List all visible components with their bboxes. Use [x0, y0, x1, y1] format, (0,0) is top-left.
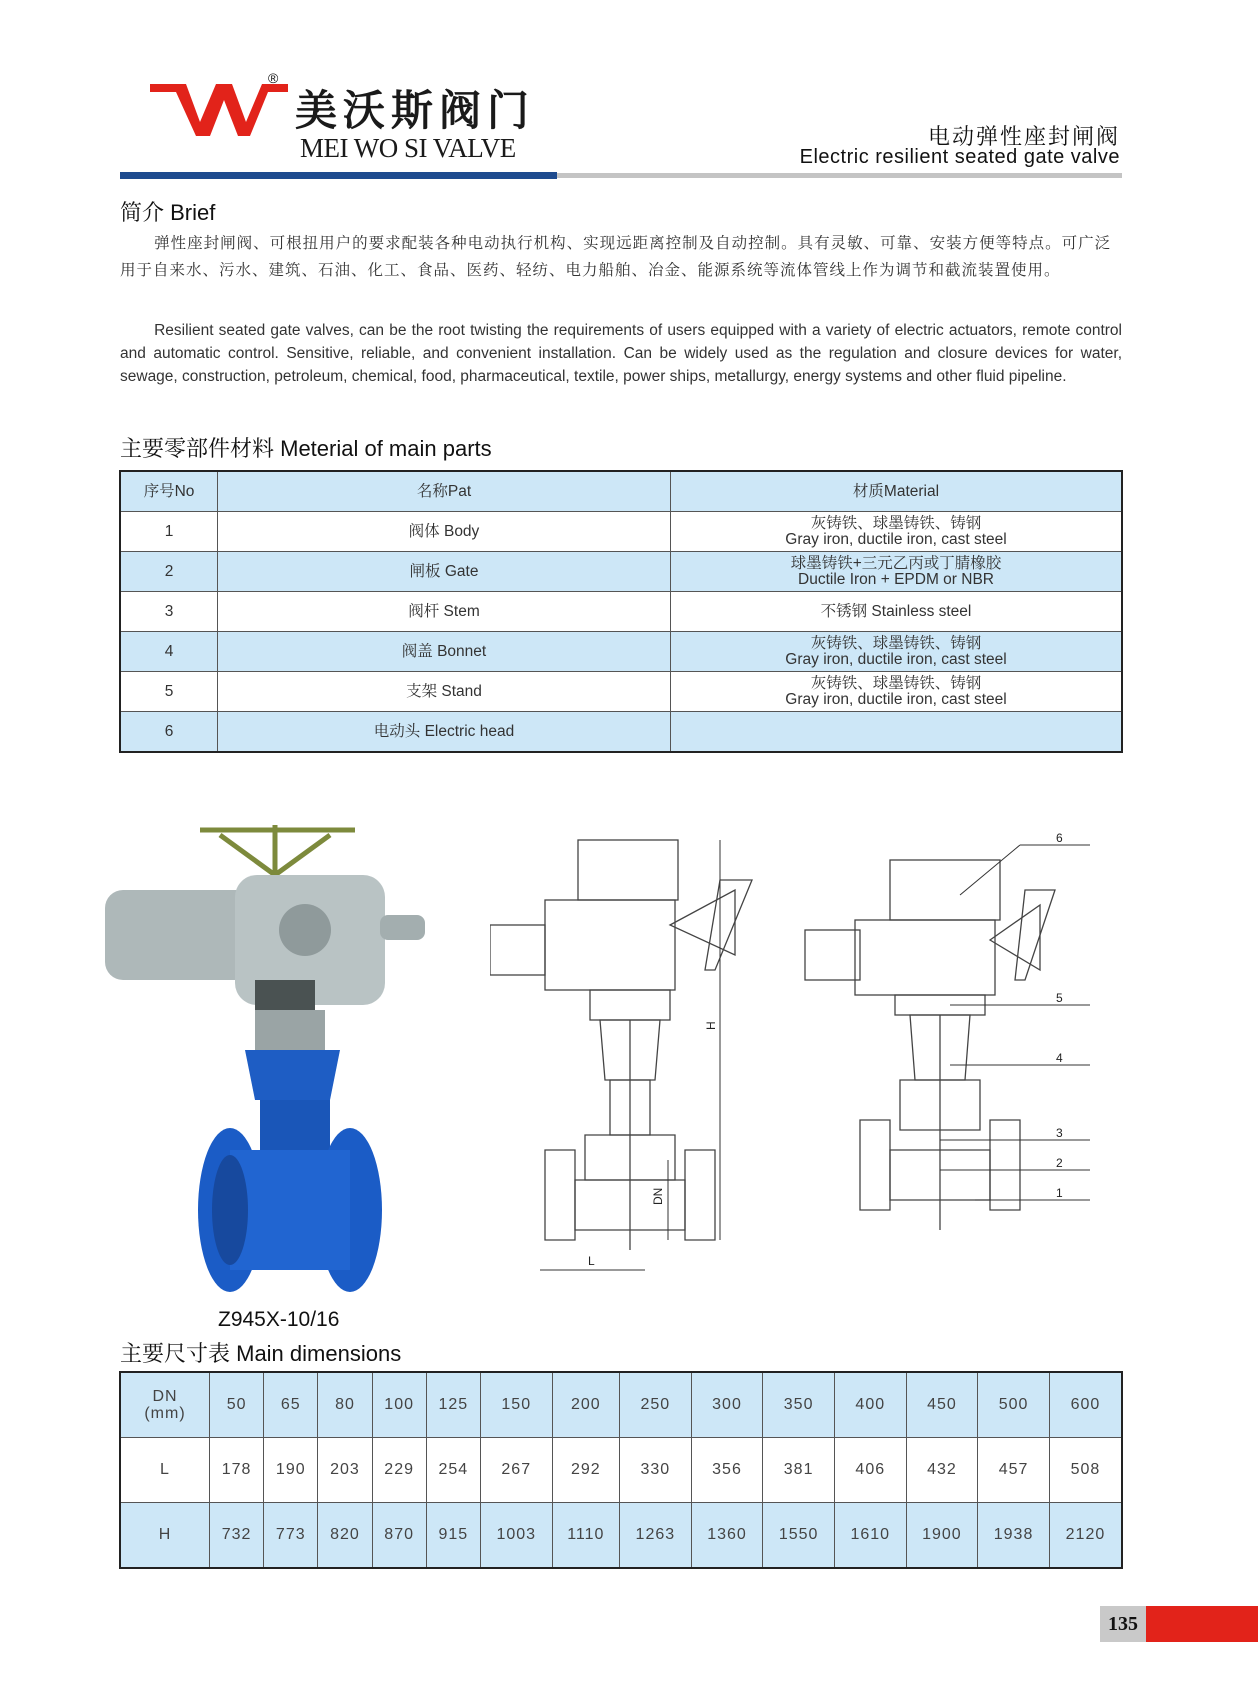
table-row	[120, 672, 1122, 712]
dn-cell: 150	[480, 1372, 552, 1438]
h-cell: 915	[426, 1503, 480, 1569]
part-material: 灰铸铁、球墨铸铁、铸钢 Gray iron, ductile iron, cast steel	[671, 632, 1123, 672]
part-material: 灰铸铁、球墨铸铁、铸钢 Gray iron, ductile iron, cast steel	[671, 672, 1123, 712]
dn-cell: 65	[264, 1372, 318, 1438]
l-cell: 292	[552, 1438, 619, 1503]
l-cell: 406	[834, 1438, 906, 1503]
l-cell: 508	[1049, 1438, 1122, 1503]
dim-label-h: H	[704, 1021, 718, 1030]
callout-2: 2	[1056, 1156, 1063, 1170]
brief-heading: 简介 Brief	[120, 200, 216, 225]
dn-cell: 125	[426, 1372, 480, 1438]
page-number: 135	[1108, 1613, 1138, 1635]
valve-drawing-callouts	[800, 830, 1110, 1290]
l-cell: 457	[978, 1438, 1050, 1503]
row-label-h: H	[120, 1503, 210, 1569]
callout-3: 3	[1056, 1126, 1063, 1140]
brand-name-en: MEI WO SI VALVE	[300, 133, 516, 163]
callout-4: 4	[1056, 1051, 1063, 1065]
dn-cell: 500	[978, 1372, 1050, 1438]
brand-logo-mark	[150, 78, 288, 140]
table-row-dn	[120, 1372, 1122, 1438]
dn-cell: 400	[834, 1372, 906, 1438]
callout-1: 1	[1056, 1186, 1063, 1200]
table-row	[120, 552, 1122, 592]
h-cell: 870	[372, 1503, 426, 1569]
dimensions-heading: 主要尺寸表 Main dimensions	[120, 1341, 402, 1366]
h-cell: 1110	[552, 1503, 619, 1569]
l-cell: 229	[372, 1438, 426, 1503]
h-cell: 1263	[620, 1503, 692, 1569]
table-row-h	[120, 1503, 1122, 1569]
h-cell: 1900	[906, 1503, 978, 1569]
brand-name-cn: 美沃斯阀门	[295, 86, 536, 135]
table-row	[120, 632, 1122, 672]
l-cell: 356	[691, 1438, 763, 1503]
page-title-en: Electric resilient seated gate valve	[799, 146, 1120, 168]
dimensions-table	[119, 1371, 1123, 1569]
callout-5: 5	[1056, 991, 1063, 1005]
dn-cell: 350	[763, 1372, 835, 1438]
page-number-accent	[1146, 1606, 1258, 1642]
part-no: 6	[120, 712, 218, 753]
header-name: 名称Pat	[218, 471, 671, 512]
callout-6: 6	[1056, 831, 1063, 845]
h-cell: 2120	[1049, 1503, 1122, 1569]
model-number: Z945X-10/16	[218, 1308, 340, 1331]
valve-drawing-front	[490, 830, 790, 1290]
l-cell: 203	[318, 1438, 372, 1503]
header-rule-gray	[557, 173, 1122, 178]
h-cell: 1610	[834, 1503, 906, 1569]
dn-cell: 200	[552, 1372, 619, 1438]
l-cell: 178	[210, 1438, 264, 1503]
header-rule-blue	[120, 172, 557, 179]
dim-label-dn: DN	[651, 1187, 665, 1205]
h-cell: 732	[210, 1503, 264, 1569]
brief-text-cn: 弹性座封闸阀、可根扭用户的要求配装各种电动执行机构、实现远距离控制及自动控制。具有灵敏、可靠、安装方便等特点。可广泛用于自来水、污水、建筑、石油、化工、食品、医药、轻纺、电力船舶、冶金、能源系统等流体管线上作为调节和截流装置使用。	[120, 234, 1112, 279]
valve-product-photo	[105, 820, 450, 1300]
part-name: 阀杆 Stem	[218, 592, 671, 632]
row-label-l: L	[120, 1438, 210, 1503]
part-material: 球墨铸铁+三元乙丙或丁腈橡胶 Ductile Iron + EPDM or NBR	[671, 552, 1123, 592]
part-no: 3	[120, 592, 218, 632]
header-material: 材质Material	[671, 471, 1123, 512]
page-title-cn: 电动弹性座封闸阀	[927, 125, 1120, 150]
l-cell: 381	[763, 1438, 835, 1503]
dn-cell: 300	[691, 1372, 763, 1438]
part-no: 5	[120, 672, 218, 712]
parts-table	[119, 470, 1123, 753]
l-cell: 254	[426, 1438, 480, 1503]
table-row	[120, 712, 1122, 753]
part-no: 2	[120, 552, 218, 592]
part-no: 4	[120, 632, 218, 672]
table-row-l	[120, 1438, 1122, 1503]
header-no: 序号No	[120, 471, 218, 512]
dn-cell: 450	[906, 1372, 978, 1438]
h-cell: 1938	[978, 1503, 1050, 1569]
part-material: 不锈钢 Stainless steel	[671, 592, 1123, 632]
h-cell: 773	[264, 1503, 318, 1569]
brief-text-en: Resilient seated gate valves, can be the root twisting the requirements of users equipped with a variety of electric actuators, remote control and automatic control. Sensitive, reliable, and convenient installation. Can be widely used as the regulation and closure devices for water, sewage, construction, petroleum, chemical, food, pharmaceutical, textile, power ships, metallurgy, energy systems and other fluid pipeline.	[120, 322, 1122, 385]
dn-cell: 600	[1049, 1372, 1122, 1438]
parts-heading: 主要零部件材料 Meterial of main parts	[120, 436, 492, 461]
registered-mark: ®	[268, 70, 279, 86]
h-cell: 1003	[480, 1503, 552, 1569]
part-name: 闸板 Gate	[218, 552, 671, 592]
dn-cell: 80	[318, 1372, 372, 1438]
part-no: 1	[120, 512, 218, 552]
l-cell: 267	[480, 1438, 552, 1503]
part-name: 阀盖 Bonnet	[218, 632, 671, 672]
dn-cell: 100	[372, 1372, 426, 1438]
table-row	[120, 512, 1122, 552]
dim-label-l: L	[588, 1254, 595, 1268]
h-cell: 1550	[763, 1503, 835, 1569]
h-cell: 1360	[691, 1503, 763, 1569]
table-row	[120, 592, 1122, 632]
l-cell: 190	[264, 1438, 318, 1503]
dn-cell: 250	[620, 1372, 692, 1438]
l-cell: 432	[906, 1438, 978, 1503]
part-name: 阀体 Body	[218, 512, 671, 552]
dn-cell: 50	[210, 1372, 264, 1438]
l-cell: 330	[620, 1438, 692, 1503]
h-cell: 820	[318, 1503, 372, 1569]
part-name: 电动头 Electric head	[218, 712, 671, 753]
row-label-dn: DN (mm)	[120, 1372, 210, 1438]
table-header-row	[120, 471, 1122, 512]
part-material	[671, 712, 1123, 753]
part-name: 支架 Stand	[218, 672, 671, 712]
part-material: 灰铸铁、球墨铸铁、铸钢 Gray iron, ductile iron, cast steel	[671, 512, 1123, 552]
